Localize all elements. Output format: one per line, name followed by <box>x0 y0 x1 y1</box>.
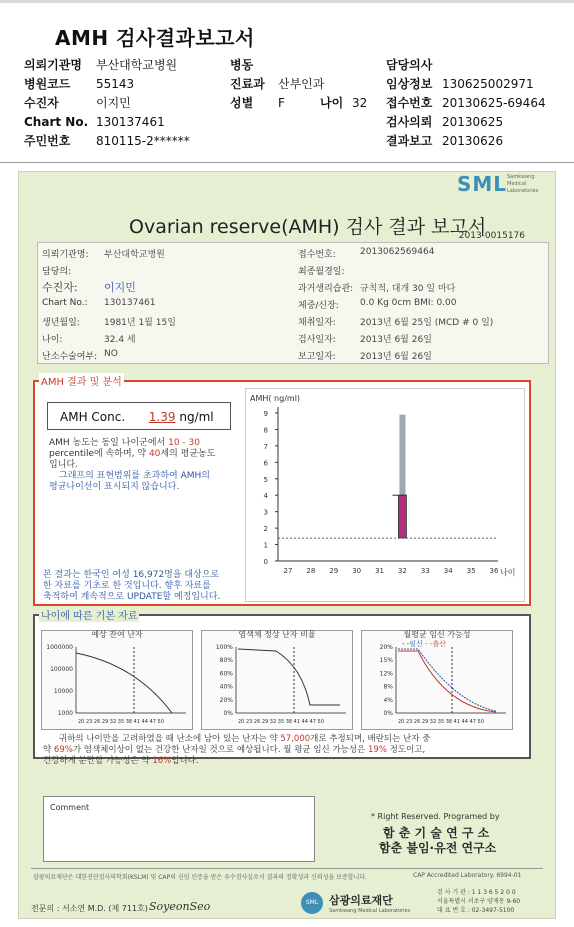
note-line: 평균나이선이 표시되지 않습니다. <box>49 482 180 492</box>
range-bar-box <box>398 495 406 538</box>
info-label: 난소수술여부: <box>42 352 98 362</box>
birth-rate-value: 16% <box>152 756 172 766</box>
info-label: 담당의: <box>42 267 72 277</box>
panel-y-tick: 1000 <box>57 710 73 717</box>
lab-name-1: 함 춘 기 술 연 구 소 <box>383 826 490 840</box>
normal-chromosome-panel <box>201 630 353 730</box>
lab-address-line: 서울특별시 서초구 양재동 9-60 <box>437 898 521 905</box>
info-value: 2013년 6월 25일 (MCD # 0 일) <box>360 318 494 328</box>
header-col-2 <box>230 58 367 111</box>
result-text-part: 입니다. <box>49 460 78 470</box>
summary-text: 건강하게 분만할 가능성은 약 <box>43 756 150 766</box>
info-label: 생년월일: <box>42 318 80 328</box>
foundation-name: 삼광의료재단 <box>329 894 393 907</box>
sml-logo <box>457 172 547 200</box>
info-value: 32.4 세 <box>104 335 136 345</box>
lab-phone: 대 표 번 호 : 02-3497-5100 <box>437 907 515 914</box>
info-label: 보고일자: <box>298 352 336 362</box>
x-tick-label: 28 <box>306 567 316 575</box>
info-value: 2013년 6월 26일 <box>360 335 432 345</box>
pregnancy-panel <box>361 630 513 730</box>
result-text-part: AMH 농도는 동일 나이군에서 <box>49 438 166 448</box>
scanned-report <box>18 171 556 919</box>
field-label: 임상정보 <box>386 77 433 91</box>
report-number: 2013-0015176 <box>458 231 525 241</box>
field-label: 진료과 <box>230 77 265 91</box>
panel-y-tick: 8% <box>383 683 393 691</box>
patient-info-box <box>37 242 549 364</box>
request-date: 20130625 <box>442 115 504 129</box>
x-tick-label: 36 <box>489 567 499 575</box>
info-label: 수진자: <box>42 281 78 294</box>
chart-number: 130137461 <box>96 115 165 129</box>
x-tick-label: 31 <box>375 567 385 575</box>
field-label: 수진자 <box>24 96 59 110</box>
panel-title: 월평균 임신 가능성 <box>403 630 471 639</box>
panel-y-tick: 80% <box>219 657 233 665</box>
y-tick-label: 5 <box>263 475 268 484</box>
panel-y-tick: 20% <box>219 696 233 704</box>
info-value: 2013062569464 <box>360 247 435 257</box>
header-col-3 <box>386 58 546 149</box>
info-value: 2013년 6월 26일 <box>360 352 432 362</box>
panel-x-ticks: 20 23 26 29 32 35 38 41 44 47 50 <box>238 719 324 725</box>
x-tick-label: 29 <box>329 567 339 575</box>
range-bar-upper <box>399 415 405 496</box>
conc-value: 1.39 <box>148 410 176 424</box>
panel-y-tick: 15% <box>379 657 393 665</box>
y-tick-label: 2 <box>263 525 268 534</box>
x-tick-label: 30 <box>352 567 362 575</box>
resident-number: 810115-2****** <box>96 134 190 148</box>
eggs-curve <box>76 653 172 713</box>
pregnancy-rate-value: 19% <box>368 745 387 755</box>
field-label: 병동 <box>230 58 254 72</box>
x-tick-label: 34 <box>443 567 453 575</box>
foundation-logo-icon: SML <box>301 892 323 914</box>
y-axis-label: AMH( ng/ml) <box>250 394 301 403</box>
sex: F <box>278 96 285 110</box>
age: 32 <box>352 96 368 110</box>
x-tick-label: 35 <box>466 567 476 575</box>
logo-text: SML <box>456 172 507 196</box>
field-label: 나이 <box>320 96 344 110</box>
cap-text: CAP Accredited Laboratory. 6994-01 <box>413 872 522 879</box>
pregnancy-curve <box>398 649 496 711</box>
certification-text: 삼광의료재단은 대한진단검사의학회(KSLM) 및 CAP의 신임 인증을 받은 우수검사실로서 결과의 정확성과 신뢰성을 보증합니다. <box>33 874 367 881</box>
result-text <box>49 438 239 471</box>
info-label: 최종월경일: <box>298 267 345 277</box>
field-label: Chart No. <box>24 115 89 129</box>
amh-chart <box>245 388 525 602</box>
panel-y-tick: 20% <box>379 644 393 651</box>
note-line: 본 결과는 한국인 여성 16,972명을 대상으로 <box>43 570 220 580</box>
field-label: 주민번호 <box>24 134 71 148</box>
info-value: 부산대학교병원 <box>104 250 165 260</box>
info-value: 이지민 <box>104 281 136 294</box>
department: 산부인과 <box>278 77 325 91</box>
summary-text: 입니다. <box>171 756 199 766</box>
age-data-section <box>33 611 531 766</box>
report-title: Ovarian reserve(AMH) 검사 결과 보고서 <box>129 216 487 238</box>
result-text-part: 세의 평균농도 <box>160 449 216 459</box>
y-tick-label: 0 <box>263 558 268 566</box>
amh-chart-svg <box>246 389 522 599</box>
mean-age: 40 <box>148 449 161 459</box>
pregnancy-legend: - -임신 - -출산 <box>402 640 446 648</box>
note-line: 한 자료를 기초로 한 것입니다. 향후 자료를 <box>43 581 211 591</box>
summary-text: 개로 추정되며, 배란되는 난자 중 <box>310 734 431 744</box>
logo-subtext: Samkwang Medical Laboratories <box>507 174 539 194</box>
panel-y-tick: 10000 <box>53 688 73 695</box>
foundation-subtitle: Samkwang Medical Laboratories <box>329 908 411 914</box>
normal-ratio-value: 69% <box>53 745 73 755</box>
info-label: 나이: <box>42 335 63 345</box>
info-value: 1981년 1월 15일 <box>104 318 176 328</box>
section-title: 나이에 따른 기본 자료 <box>39 607 139 622</box>
hospital-code: 55143 <box>96 77 135 91</box>
header-col-1 <box>24 58 190 149</box>
panel-x-ticks: 20 23 26 29 32 35 38 41 44 47 50 <box>398 719 484 725</box>
info-label: Chart No.: <box>42 298 88 308</box>
age-summary <box>43 734 525 767</box>
y-tick-label: 8 <box>263 426 268 435</box>
x-tick-label: 27 <box>283 567 293 575</box>
field-label: 결과보고 <box>386 134 433 148</box>
panel-y-tick: 4% <box>383 696 393 704</box>
section-title: AMH 결과 및 분석 <box>39 373 124 388</box>
y-tick-label: 7 <box>263 442 268 451</box>
conc-label: AMH Conc. <box>60 410 126 424</box>
page-title: AMH 검사결과보고서 <box>55 26 255 50</box>
data-source-note <box>43 570 253 603</box>
info-label: 접수번호: <box>298 250 336 260</box>
note-line: 그래프의 표현범위를 초과하여 AMH의 <box>59 471 210 481</box>
remaining-eggs-panel <box>41 630 193 730</box>
remaining-eggs-value: 57,000 <box>280 734 311 744</box>
lab-code: 검 사 기 관 : 1 1 3 6 5 2 0 0 <box>437 889 516 896</box>
panel-y-tick: 0% <box>383 710 393 717</box>
y-tick-label: 9 <box>263 410 268 418</box>
footer-divider <box>31 868 543 869</box>
report-date: 20130626 <box>442 134 504 148</box>
info-value: 규칙적, 대개 30 일 마다 <box>360 284 456 294</box>
remaining-eggs-chart <box>42 631 192 729</box>
amh-concentration <box>47 402 231 430</box>
note-line: 축적하여 계속적으로 UPDATE할 예정입니다. <box>43 592 221 602</box>
summary-text: 가 염색체이상이 없는 건강한 난자일 것으로 예상됩니다. 월 평균 임신 가능성은 <box>72 745 366 755</box>
summary-text: 정도이고, <box>389 745 426 755</box>
panel-y-tick: 100000 <box>50 666 73 673</box>
info-label: 의뢰기관명: <box>42 250 89 260</box>
amh-result-section <box>33 377 531 606</box>
hospital-name: 부산대학교병원 <box>96 58 178 72</box>
panel-x-ticks: 20 23 26 29 32 35 38 41 44 47 50 <box>78 719 164 725</box>
lab-name-2: 함춘 불임·유전 연구소 <box>379 841 497 855</box>
panel-title: 예상 잔여 난자 <box>91 630 143 639</box>
percentile-range: 10 - 30 <box>168 438 200 448</box>
y-tick-label: 4 <box>263 492 268 501</box>
field-label: 검사의뢰 <box>386 115 433 129</box>
y-tick-label: 6 <box>263 459 268 468</box>
info-label: 과거생리습관: <box>298 284 354 294</box>
info-label: 체중/신장: <box>298 301 339 311</box>
comment-label: Comment <box>50 803 90 812</box>
patient-name: 이지민 <box>96 96 131 110</box>
birth-curve <box>398 651 496 712</box>
field-label: 성별 <box>230 96 254 110</box>
summary-text: 약 <box>43 745 52 755</box>
y-tick-label: 1 <box>263 541 268 550</box>
legend-birth: 출산 <box>432 640 446 648</box>
info-label: 검사일자: <box>298 335 336 345</box>
field-label: 병원코드 <box>24 77 71 91</box>
clinical-info: 130625002971 <box>442 77 534 91</box>
panel-y-tick: 0% <box>223 710 233 717</box>
result-text-part: percentile에 속하며, 약 <box>49 449 147 459</box>
panel-y-tick: 60% <box>219 670 233 678</box>
rights-text: * Right Reserved. Programed by <box>371 812 500 821</box>
x-axis-label: 나이 <box>500 568 516 577</box>
out-of-range-note <box>49 471 249 493</box>
info-value: 0.0 Kg 0cm BMI: 0.00 <box>360 298 457 308</box>
x-tick-label: 32 <box>397 567 407 575</box>
y-tick-label: 3 <box>263 508 268 517</box>
receipt-number: 20130625-69464 <box>442 96 546 110</box>
field-label: 접수번호 <box>386 96 433 110</box>
panel-y-tick: 40% <box>219 683 233 691</box>
info-value: NO <box>104 349 118 359</box>
doctor-name: 전문의 : 서소연 M.D. (제 711호) <box>31 904 148 913</box>
separator <box>0 162 574 163</box>
top-border <box>0 0 574 3</box>
normal-chromosome-chart <box>202 631 352 729</box>
legend-pregnancy: 임신 <box>409 640 423 648</box>
info-label: 채취일자: <box>298 318 336 328</box>
summary-text: 귀하의 나이만을 고려하였을 때 난소에 남아 있는 난자는 약 <box>59 734 278 744</box>
panel-y-tick: 1000000 <box>46 644 73 651</box>
signature: SoyeonSeo <box>149 900 211 913</box>
chromosome-curve <box>238 649 340 705</box>
panel-y-tick: 12% <box>379 670 393 678</box>
x-tick-label: 33 <box>420 567 430 575</box>
conc-unit: ng/ml <box>179 410 214 424</box>
panel-y-tick: 100% <box>215 644 233 651</box>
panel-title: 염색체 정상 난자 비율 <box>238 630 316 639</box>
field-label: 의뢰기관명 <box>24 58 82 72</box>
field-label: 담당의사 <box>386 58 433 72</box>
info-value: 130137461 <box>104 298 156 308</box>
lab-address <box>437 888 520 915</box>
comment-box <box>43 796 315 862</box>
